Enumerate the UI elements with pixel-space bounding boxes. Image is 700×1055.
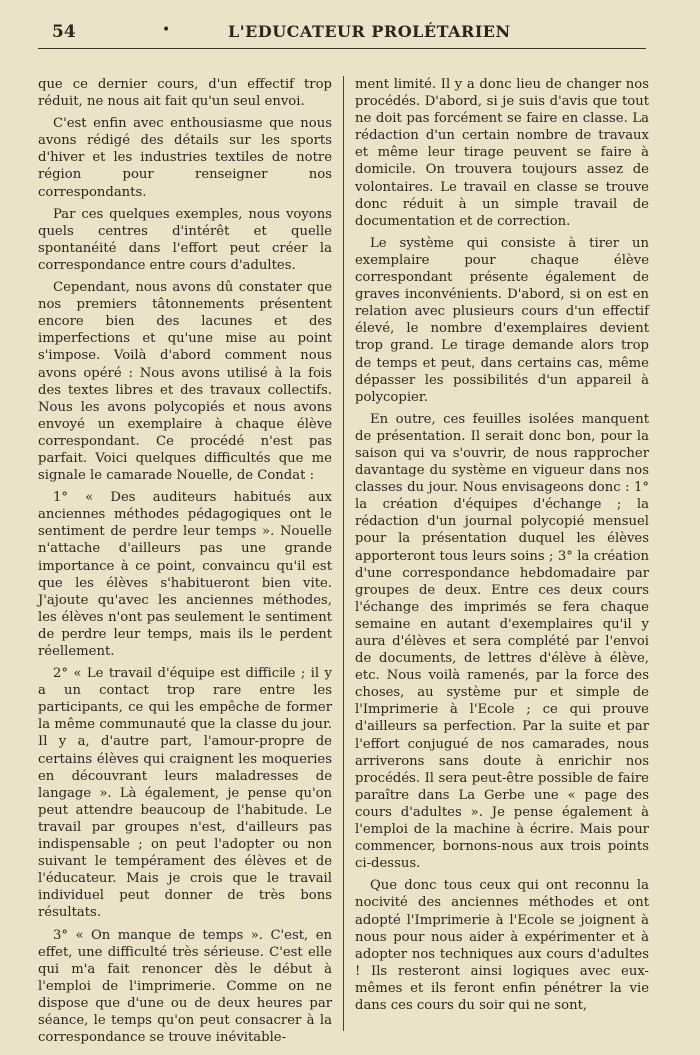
left-column <box>38 76 332 1051</box>
paragraph: que ce dernier cours, d'un effectif trop réduit, ne nous ait fait qu'un seul envoi. <box>38 77 332 110</box>
column-divider <box>343 76 344 1031</box>
paragraph: ment limité. Il y a donc lieu de changer nos procédés. D'abord, si je suis d'avis que tout ne doit pas forcément se faire en classe. La rédaction d'un certain nombre de travaux et même leur tirage peuvent se faire à domicile. On trouvera toujours assez de volontaires. Le travail en classe se trouve donc réduit à un simple travail de documentation et de correction. <box>355 77 649 229</box>
paragraph: C'est enfin avec enthousiasme que nous avons rédigé des détails sur les sports d'hiver et les industries textiles de notre région pour renseigner nos correspondants. <box>38 116 332 200</box>
paragraph: Par ces quelques exemples, nous voyons quels centres d'intérêt et quelle spontanéité dans l'effort peut créer la correspondance entre cours d'adultes. <box>38 206 332 273</box>
paragraph: Que donc tous ceux qui ont reconnu la nocivité des anciennes méthodes et ont adopté l'Imprimerie à l'Ecole se joignent à nous pour nous aider à expérimenter et à adopter nos techniques aux cours d'adultes ! Ils resteront ainsi logiques avec eux-mêmes et ils feront enfin pénétrer la vie dans ces cours du soir qui ne sont, <box>355 878 649 1013</box>
paragraph: Le système qui consiste à tirer un exemplaire pour chaque élève correspondant présente également de graves inconvénients. D'abord, si on est en relation avec plusieurs cours d'un effectif élevé, le nombre d'exemplaires devient trop grand. Le tirage demande alors trop de temps et peut, dans certains cas, même dépasser les possibilités d'un appareil à polycopier. <box>355 235 649 405</box>
page-number: 54 <box>52 22 76 42</box>
paragraph: 2° « Le travail d'équipe est difficile ; il y a un contact trop rare entre les participants, ce qui les empêche de former la même communauté que la classe du jour. Il y a, d'autre part, l'amour-propre de certains élèves qui craignent les moqueries en découvrant leurs maladresses de langage ». Là également, je pense qu'on peut attendre beaucoup de l'habitude. Le travail par groupes n'est, d'ailleurs pas indispensable ; on peut l'adopter ou non suivant le tempérament des élèves et de l'éducateur. Mais je crois que le travail individuel peut donner de très bons résultats. <box>38 666 332 921</box>
paragraph: En outre, ces feuilles isolées manquent de présentation. Il serait donc bon, pour la saison qui va s'ouvrir, de nous rapprocher davantage du système en vigueur dans nos classes du jour. Nous envisageons donc : 1° la création d'équipes d'échange ; la rédaction d'un journal polycopié mensuel pour la présentation duquel les élèves apporteront tous leurs soins ; 3° la création d'une correspondance hebdomadaire par groupes de deux. Entre ces deux cours l'échange des imprimés se fera chaque semaine en autant d'exemplaires qu'il y aura d'élèves et sera complété par l'envoi de documents, de lettres d'élève à élève, etc. Nous voilà ramenés, par la force des choses, au système pur et simple de l'Imprimerie à l'Ecole ; ce qui prouve d'ailleurs sa perfection. Par la suite et par l'effort conjugué de nos camarades, nous arriverons sans doute à enrichir nos procédés. Il sera peut-être possible de faire paraître dans La Gerbe une « page des cours d'adultes ». Je pense également à l'emploi de la machine à écrire. Mais pour commencer, bornons-nous aux trois points ci-dessus. <box>355 411 649 872</box>
paragraph: 3° « On manque de temps ». C'est, en effet, une difficulté très sérieuse. C'est elle qui m'a fait renoncer dès le début à l'emploi de l'imprimerie. Comme on ne dispose que d'une ou de deux heures par séance, le temps qu'on peut consacrer à la correspondance se trouve inévitable- <box>38 927 332 1046</box>
page-header <box>38 18 646 49</box>
paragraph: Cependant, nous avons dû constater que nos premiers tâtonnements présentent encore bien des lacunes et des imperfections et qu'une mise au point s'impose. Voilà d'abord comment nous avons opéré : Nous avons utilisé à la fois des textes libres et des travaux collectifs. Nous les avons polycopiés et nous avons envoyé un exemplaire à chaque élève correspondant. Ce procédé n'est pas parfait. Voici quelques difficultés que me signale le camarade Nouelle, de Condat : <box>38 280 332 484</box>
running-title: L'EDUCATEUR PROLÉTARIEN <box>228 22 511 41</box>
right-column <box>355 76 649 1019</box>
header-separator: • <box>162 22 171 38</box>
paragraph: 1° « Des auditeurs habitués aux anciennes méthodes pédagogiques ont le sentiment de perdre leur temps ». Nouelle n'attache d'ailleurs pas une grande importance à ce point, convaincu qu'il est que les élèves s'habitueront bien vite. J'ajoute qu'avec les anciennes méthodes, les élèves n'ont pas seulement le sentiment de perdre leur temps, mais ils le perdent réellement. <box>38 490 332 659</box>
